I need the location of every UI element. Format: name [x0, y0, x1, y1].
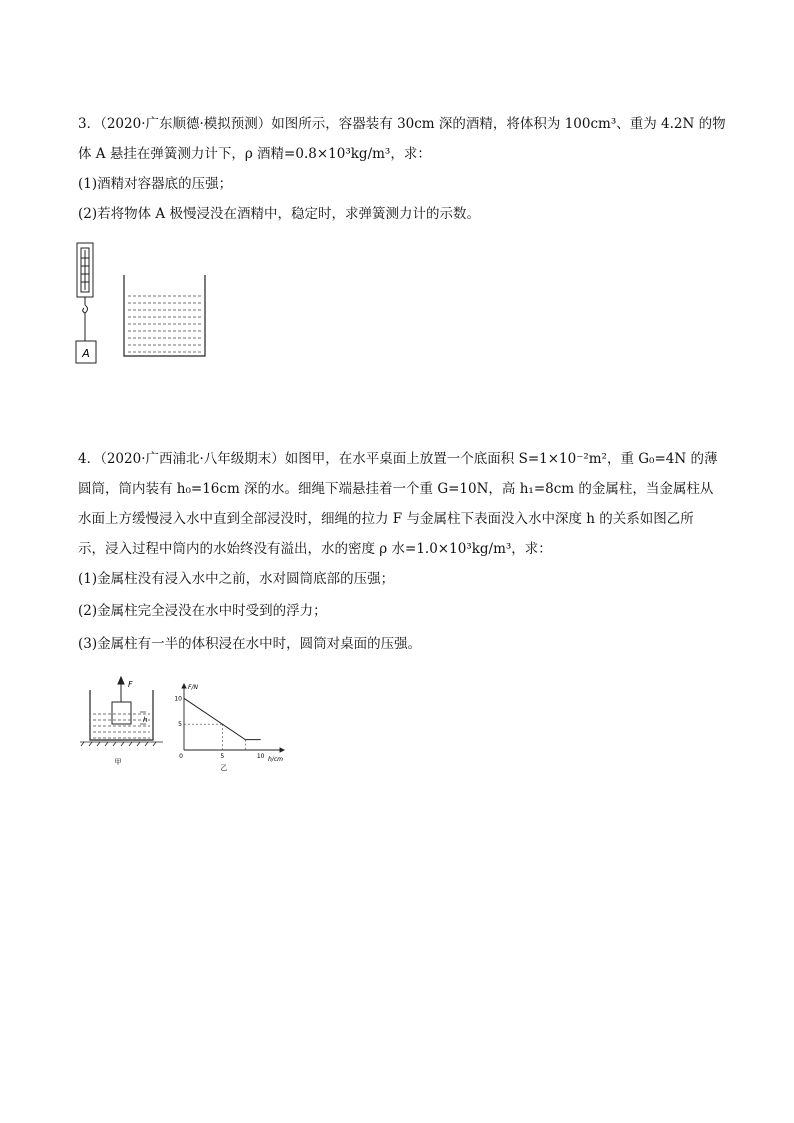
object-a-label: A — [82, 347, 90, 360]
q4-line-1: 4．（2020·广西浦北·八年级期末）如图甲，在水平桌面上放置一个底面积 S=1×10⁻²m²，重 G₀=4N 的薄 — [78, 451, 718, 467]
y-tick-label-5: 5 — [178, 721, 182, 729]
metal-cylinder — [112, 702, 131, 724]
x-tick-label-5: 5 — [220, 753, 225, 760]
q3-subquestion-2: (2)若将物体 A 极慢浸没在酒精中，稳定时，求弹簧测力计的示数。 — [78, 206, 480, 222]
caption-jia: 甲 — [114, 758, 122, 766]
spring-scale — [77, 243, 93, 341]
x-tick-label-0: 0 — [179, 753, 183, 760]
alcohol-container — [124, 275, 205, 356]
q3-figure — [70, 238, 220, 368]
q4-figure-jia — [78, 672, 178, 772]
table-surface — [80, 742, 163, 746]
x-axis-label: h/cm — [268, 756, 283, 763]
q4-line-3: 水面上方缓慢浸入水中直到全部浸没时，细绳的拉力 F 与金属柱下表面没入水中深度 h 的关系如图乙所 — [78, 511, 694, 527]
object-a — [76, 341, 96, 363]
caption-yi: 乙 — [220, 764, 228, 772]
q4-subquestion-1: (1)金属柱没有浸入水中之前，水对圆筒底部的压强； — [78, 571, 395, 587]
q3-line-2: 体 A 悬挂在弹簧测力计下，ρ 酒精=0.8×10³kg/m³，求： — [78, 146, 431, 162]
force-arrow — [118, 677, 124, 702]
axes — [182, 684, 284, 752]
q4-subquestion-3: (3)金属柱有一半的体积浸在水中时，圆筒对桌面的压强。 — [78, 636, 422, 652]
x-tick-label-10: 10 — [256, 753, 265, 760]
q4-chart-yi — [172, 680, 292, 772]
force-label: F — [128, 680, 133, 689]
q4-line-2: 圆筒，筒内装有 h₀=16cm 深的水。细绳下端悬挂着一个重 G=10N，高 h₁=8cm 的金属柱，当金属柱从 — [78, 481, 714, 497]
q4-subquestion-2: (2)金属柱完全浸没在水中时受到的浮力； — [78, 603, 327, 619]
q3-subquestion-1: (1)酒精对容器底的压强； — [78, 176, 233, 192]
y-tick-label-10: 10 — [174, 695, 182, 703]
depth-label: h — [143, 716, 148, 724]
q4-line-4: 示，浸入过程中筒内的水始终没有溢出，水的密度 ρ 水=1.0×10³kg/m³，求： — [78, 541, 552, 557]
y-axis-label: F/N — [188, 684, 198, 691]
q3-line-1: 3．（2020·广东顺德·模拟预测）如图所示，容器装有 30cm 深的酒精，将体积为 100cm³、重为 4.2N 的物 — [78, 116, 726, 132]
